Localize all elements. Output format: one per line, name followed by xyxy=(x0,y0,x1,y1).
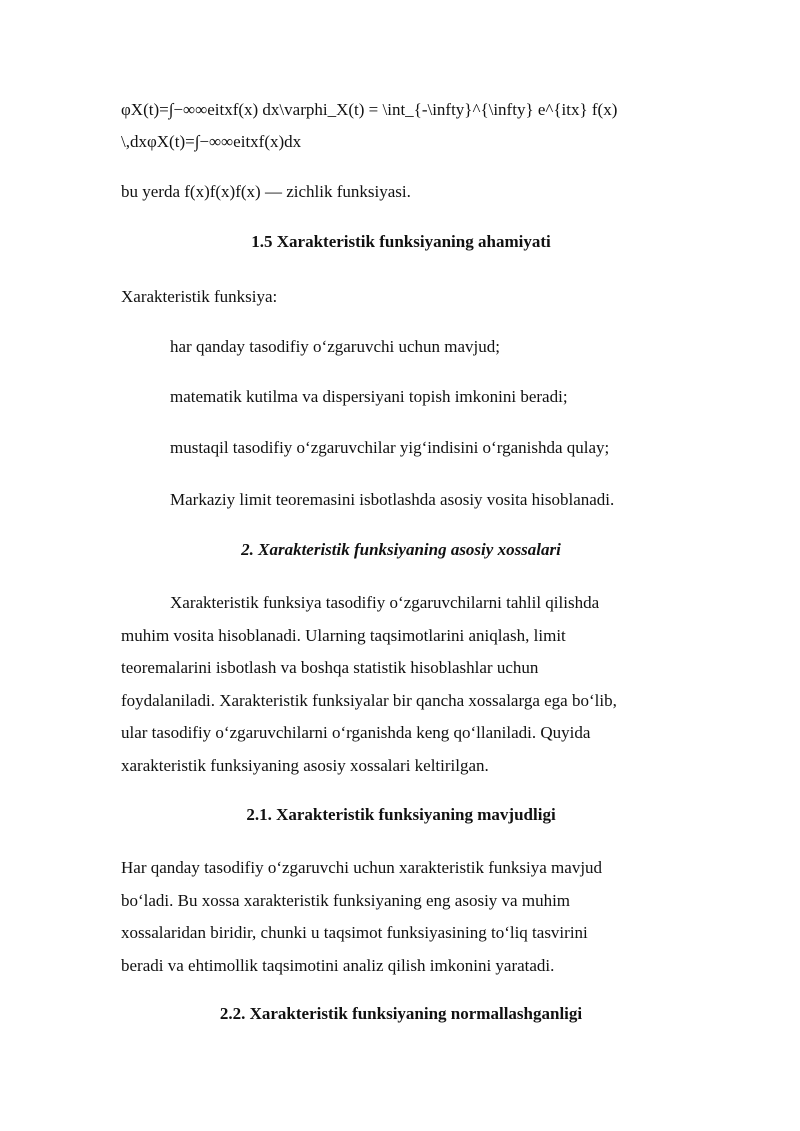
density-note: bu yerda f(x)f(x)f(x) — zichlik funksiyasi. xyxy=(121,182,411,201)
paragraph-line: Xarakteristik funksiya tasodifiy oʻzgaruvchilarni tahlil qilishda xyxy=(170,593,600,612)
paragraph-line: xarakteristik funksiyaning asosiy xossalari keltirilgan. xyxy=(121,755,489,775)
section-2-2-heading: 2.2. Xarakteristik funksiyaning normallashganligi xyxy=(219,1004,583,1023)
section-2-paragraph xyxy=(121,587,681,782)
paragraph-line: teoremalarini isbotlash va boshqa statistik hisoblashlar uchun xyxy=(121,658,539,677)
section-1-5-intro: Xarakteristik funksiya: xyxy=(121,287,278,306)
section-2-1-paragraph xyxy=(121,852,681,982)
paragraph-line: beradi va ehtimollik taqsimotini analiz qilish imkonini yaratadi. xyxy=(121,955,555,975)
list-item: mustaqil tasodifiy oʻzgaruvchilar yigʻindisini oʻrganishda qulay; xyxy=(170,438,610,457)
list-item: Markaziy limit teoremasini isbotlashda asosiy vosita hisoblanadi. xyxy=(170,490,615,509)
list-item: matematik kutilma va dispersiyani topish imkonini beradi; xyxy=(170,387,568,406)
formula-line-2: \,dxφX(t)=∫−∞∞eitxf(x)dx xyxy=(121,132,302,151)
paragraph-line: boʻladi. Bu xossa xarakteristik funksiyaning eng asosiy va muhim xyxy=(121,890,571,910)
section-2-heading: 2. Xarakteristik funksiyaning asosiy xossalari xyxy=(241,540,561,559)
section-1-5-heading: 1.5 Xarakteristik funksiyaning ahamiyati xyxy=(251,232,551,251)
list-item: har qanday tasodifiy oʻzgaruvchi uchun mavjud; xyxy=(170,337,500,356)
paragraph-line: xossalaridan biridir, chunki u taqsimot funksiyasining toʻliq tasvirini xyxy=(121,923,588,942)
section-2-1-heading: 2.1. Xarakteristik funksiyaning mavjudligi xyxy=(246,805,556,824)
paragraph-line: Har qanday tasodifiy oʻzgaruvchi uchun xarakteristik funksiya mavjud xyxy=(121,858,603,877)
paragraph-line: ular tasodifiy oʻzgaruvchilarni oʻrganishda keng qoʻllaniladi. Quyida xyxy=(121,723,591,742)
paragraph-line: muhim vosita hisoblanadi. Ularning taqsimotlarini aniqlash, limit xyxy=(121,625,566,645)
formula-paragraph xyxy=(121,94,681,158)
paragraph-line: foydalaniladi. Xarakteristik funksiyalar bir qancha xossalarga ega boʻlib, xyxy=(121,690,617,710)
formula-line-1: φX(t)=∫−∞∞eitxf(x) dx\varphi_X(t) = \int_{-\infty}^{\infty} e^{itx} f(x) xyxy=(121,100,618,119)
